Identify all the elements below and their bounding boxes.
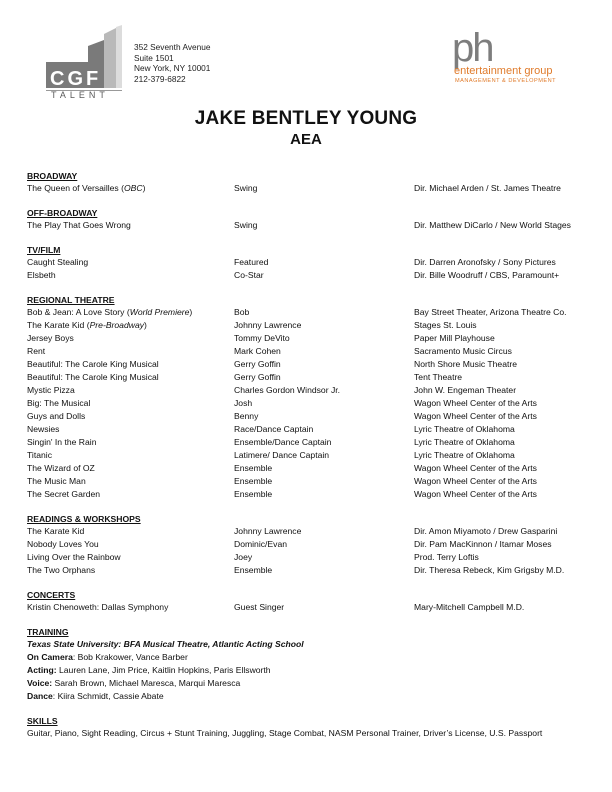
credit-section	[27, 294, 602, 501]
section-title: OFF-BROADWAY	[27, 208, 98, 218]
performer-name: JAKE BENTLEY YOUNG	[194, 108, 418, 129]
credit-row	[27, 345, 602, 358]
credit-show-title: Kristin Chenoweth: Dallas Symphony	[27, 602, 169, 612]
address-line: New York, NY 10001	[134, 63, 211, 73]
training-label: Voice:	[27, 678, 53, 688]
training-line	[27, 664, 602, 677]
credit-show-title: Newsies	[27, 424, 60, 434]
credit-show	[27, 449, 52, 462]
credit-row	[27, 358, 602, 371]
credit-show-title: The Secret Garden	[27, 489, 101, 499]
training-section	[27, 626, 602, 703]
credit-show-title: Elsbeth	[27, 270, 56, 280]
credit-show	[27, 345, 45, 358]
resume-body	[27, 170, 602, 752]
credit-row	[27, 449, 602, 462]
credit-venue: Paper Mill Playhouse	[414, 333, 495, 343]
section-title: REGIONAL THEATRE	[27, 295, 115, 305]
credit-row	[27, 332, 602, 345]
credit-role: Swing	[234, 220, 258, 230]
credit-show-title: The Karate Kid (	[27, 320, 90, 330]
credit-show-suffix: )	[144, 320, 147, 330]
credit-venue: Sacramento Music Circus	[414, 346, 512, 356]
credit-role: Charles Gordon Windsor Jr.	[234, 385, 341, 395]
credit-section	[27, 589, 602, 614]
credit-row	[27, 475, 602, 488]
skills-text: Guitar, Piano, Sight Reading, Circus + Stunt Training, Juggling, Stage Combat, NASM Personal Trainer, Driver’s License, U.S. Passport	[27, 728, 543, 738]
credit-show	[27, 564, 95, 577]
section-title: READINGS & WORKSHOPS	[27, 514, 141, 524]
credit-show	[27, 462, 95, 475]
credit-show	[27, 256, 88, 269]
training-value: : Bob Krakower, Vance Barber	[72, 652, 188, 662]
credit-show	[27, 475, 86, 488]
credit-show	[27, 182, 145, 195]
credit-section	[27, 244, 602, 282]
training-value: Sarah Brown, Michael Maresca, Marqui Maresca	[52, 678, 241, 688]
credit-show-note: OBC	[123, 183, 143, 193]
credit-show	[27, 269, 56, 282]
credit-venue: Wagon Wheel Center of the Arts	[414, 411, 537, 421]
address-phone: 212-379-6822	[134, 73, 186, 84]
credit-row	[27, 219, 602, 232]
credit-show	[27, 219, 131, 232]
credit-venue: Wagon Wheel Center of the Arts	[414, 476, 537, 486]
credit-show	[27, 358, 159, 371]
credit-row	[27, 488, 602, 501]
credit-row	[27, 538, 602, 551]
credit-show-title: Nobody Loves You	[27, 539, 99, 549]
credit-row	[27, 384, 602, 397]
credit-show-title: The Queen of Versailles (	[27, 183, 124, 193]
credit-show	[27, 538, 99, 551]
credit-venue: John W. Engeman Theater	[414, 385, 517, 395]
training-value: : Kiira Schmidt, Cassie Abate	[52, 691, 164, 701]
training-line	[27, 677, 602, 690]
credit-row	[27, 319, 602, 332]
credit-section	[27, 170, 602, 195]
management-logo-line2: MANAGEMENT & DEVELOPMENT	[455, 78, 557, 84]
credit-role: Benny	[234, 411, 259, 421]
credit-show-title: Bob & Jean: A Love Story (	[27, 307, 130, 317]
credit-venue: Dir. Darren Aronofsky / Sony Pictures	[414, 257, 556, 267]
credit-venue: Wagon Wheel Center of the Arts	[414, 489, 537, 499]
credit-show	[27, 332, 74, 345]
credit-role: Josh	[234, 398, 253, 408]
credit-role: Tommy DeVito	[234, 333, 290, 343]
credit-row	[27, 182, 602, 195]
credit-row	[27, 564, 602, 577]
section-title: SKILLS	[27, 716, 58, 726]
credit-role: Co-Star	[234, 270, 264, 280]
section-title: TRAINING	[27, 627, 69, 637]
credit-show-title: The Music Man	[27, 476, 86, 486]
training-lines	[27, 651, 602, 703]
credit-venue: Lyric Theatre of Oklahoma	[414, 450, 515, 460]
credit-venue: Dir. Michael Arden / St. James Theatre	[414, 183, 561, 193]
credit-venue: Dir. Matthew DiCarlo / New World Stages	[414, 220, 571, 230]
credit-role: Dominic/Evan	[234, 539, 288, 549]
address-line: Suite 1501	[134, 52, 174, 63]
credit-show	[27, 551, 121, 564]
credit-show	[27, 371, 159, 384]
training-school: Texas State University: BFA Musical Theatre, Atlantic Acting School	[27, 639, 304, 649]
agency-logo	[44, 24, 130, 102]
credit-role: Ensemble	[234, 463, 273, 473]
credit-show	[27, 436, 96, 449]
training-label: On Camera	[27, 652, 73, 662]
credit-venue: Dir. Theresa Rebeck, Kim Grigsby M.D.	[414, 565, 565, 575]
credit-venue: Dir. Pam MacKinnon / Itamar Moses	[414, 539, 552, 549]
agency-address	[134, 42, 210, 84]
training-label: Acting:	[27, 665, 57, 675]
credit-show	[27, 423, 59, 436]
credit-role: Swing	[234, 183, 258, 193]
training-label: Dance	[27, 691, 53, 701]
credit-show-title: Singin' In the Rain	[27, 437, 97, 447]
credit-row	[27, 462, 602, 475]
credit-role: Gerry Goffin	[234, 359, 281, 369]
credit-role: Bob	[234, 307, 250, 317]
credit-venue: Wagon Wheel Center of the Arts	[414, 463, 537, 473]
credit-role: Mark Cohen	[234, 346, 281, 356]
credit-show	[27, 601, 168, 614]
credit-row	[27, 601, 602, 614]
credit-show-title: Living Over the Rainbow	[27, 552, 121, 562]
management-logo-line1: entertainment group	[454, 65, 553, 77]
credit-role: Ensemble	[234, 565, 273, 575]
credit-role: Ensemble	[234, 476, 273, 486]
credit-role: Ensemble	[234, 489, 273, 499]
training-value: Lauren Lane, Jim Price, Kaitlin Hopkins, Paris Ellsworth	[56, 665, 271, 675]
training-line	[27, 690, 602, 703]
credit-section	[27, 513, 602, 577]
credit-show	[27, 319, 147, 332]
training-line	[27, 651, 602, 664]
credit-show-title: The Karate Kid	[27, 526, 85, 536]
credit-venue: Prod. Terry Loftis	[414, 552, 479, 562]
credit-show	[27, 397, 90, 410]
section-title: CONCERTS	[27, 590, 76, 600]
credit-role: Johnny Lawrence	[234, 526, 302, 536]
credit-row	[27, 436, 602, 449]
credit-venue: Stages St. Louis	[414, 320, 477, 330]
credit-show-title: Guys and Dolls	[27, 411, 86, 421]
credit-role: Joey	[234, 552, 253, 562]
credit-row	[27, 410, 602, 423]
credit-role: Johnny Lawrence	[234, 320, 302, 330]
agency-logo-word: CGF	[50, 68, 102, 90]
credit-show	[27, 410, 85, 423]
credit-show-title: The Two Orphans	[27, 565, 96, 575]
credit-show-suffix: )	[189, 307, 193, 317]
credit-show-title: Jersey Boys	[27, 333, 74, 343]
address-line: 352 Seventh Avenue	[134, 42, 211, 52]
credit-row	[27, 306, 602, 319]
management-logo	[452, 26, 582, 88]
credit-role: Race/Dance Captain	[234, 424, 314, 434]
credit-show	[27, 488, 100, 501]
credit-row	[27, 423, 602, 436]
credit-show	[27, 384, 75, 397]
credit-show-note: Pre-Broadway	[89, 320, 145, 330]
credit-row	[27, 397, 602, 410]
credit-show-title: The Wizard of OZ	[27, 463, 95, 473]
credit-row	[27, 256, 602, 269]
credit-show	[27, 306, 192, 319]
credit-section	[27, 207, 602, 232]
credit-venue: Lyric Theatre of Oklahoma	[414, 437, 515, 447]
credit-show-note: World Premiere	[129, 307, 190, 317]
credit-role: Latimere/ Dance Captain	[234, 450, 330, 460]
credit-role: Guest Singer	[234, 602, 285, 612]
credit-venue: Tent Theatre	[414, 372, 463, 382]
section-title: TV/FILM	[27, 245, 61, 255]
credit-show	[27, 525, 84, 538]
credit-show-title: Beautiful: The Carole King Musical	[27, 359, 159, 369]
credit-role: Gerry Goffin	[234, 372, 281, 382]
credit-venue: Bay Street Theater, Arizona Theatre Co.	[414, 307, 567, 317]
management-logo-letters: ph	[452, 26, 493, 70]
credit-row	[27, 551, 602, 564]
credit-venue: Mary-Mitchell Campbell M.D.	[414, 602, 525, 612]
section-title: BROADWAY	[27, 171, 78, 181]
credit-row	[27, 371, 602, 384]
credit-show-title: Mystic Pizza	[27, 385, 75, 395]
credit-show-title: Big: The Musical	[27, 398, 91, 408]
credit-role: Featured	[234, 257, 269, 267]
credit-show-suffix: )	[142, 183, 146, 193]
credit-venue: Dir. Bille Woodruff / CBS, Paramount+	[414, 270, 560, 280]
skills-section	[27, 715, 602, 740]
credit-sections	[27, 170, 602, 614]
credit-venue: Wagon Wheel Center of the Arts	[414, 398, 537, 408]
credit-show-title: The Play That Goes Wrong	[27, 220, 131, 230]
credit-venue: North Shore Music Theatre	[414, 359, 518, 369]
credit-row	[27, 525, 602, 538]
agency-logo-sub: TALENT	[51, 90, 109, 100]
credit-show-title: Titanic	[27, 450, 52, 460]
credit-row	[27, 269, 602, 282]
credit-show-title: Caught Stealing	[27, 257, 89, 267]
credit-venue: Lyric Theatre of Oklahoma	[414, 424, 515, 434]
credit-role: Ensemble/Dance Captain	[234, 437, 332, 447]
credit-show-title: Beautiful: The Carole King Musical	[27, 372, 159, 382]
union-affiliation: AEA	[290, 131, 322, 148]
credit-show-title: Rent	[27, 346, 46, 356]
credit-venue: Dir. Amon Miyamoto / Drew Gasparini	[414, 526, 558, 536]
